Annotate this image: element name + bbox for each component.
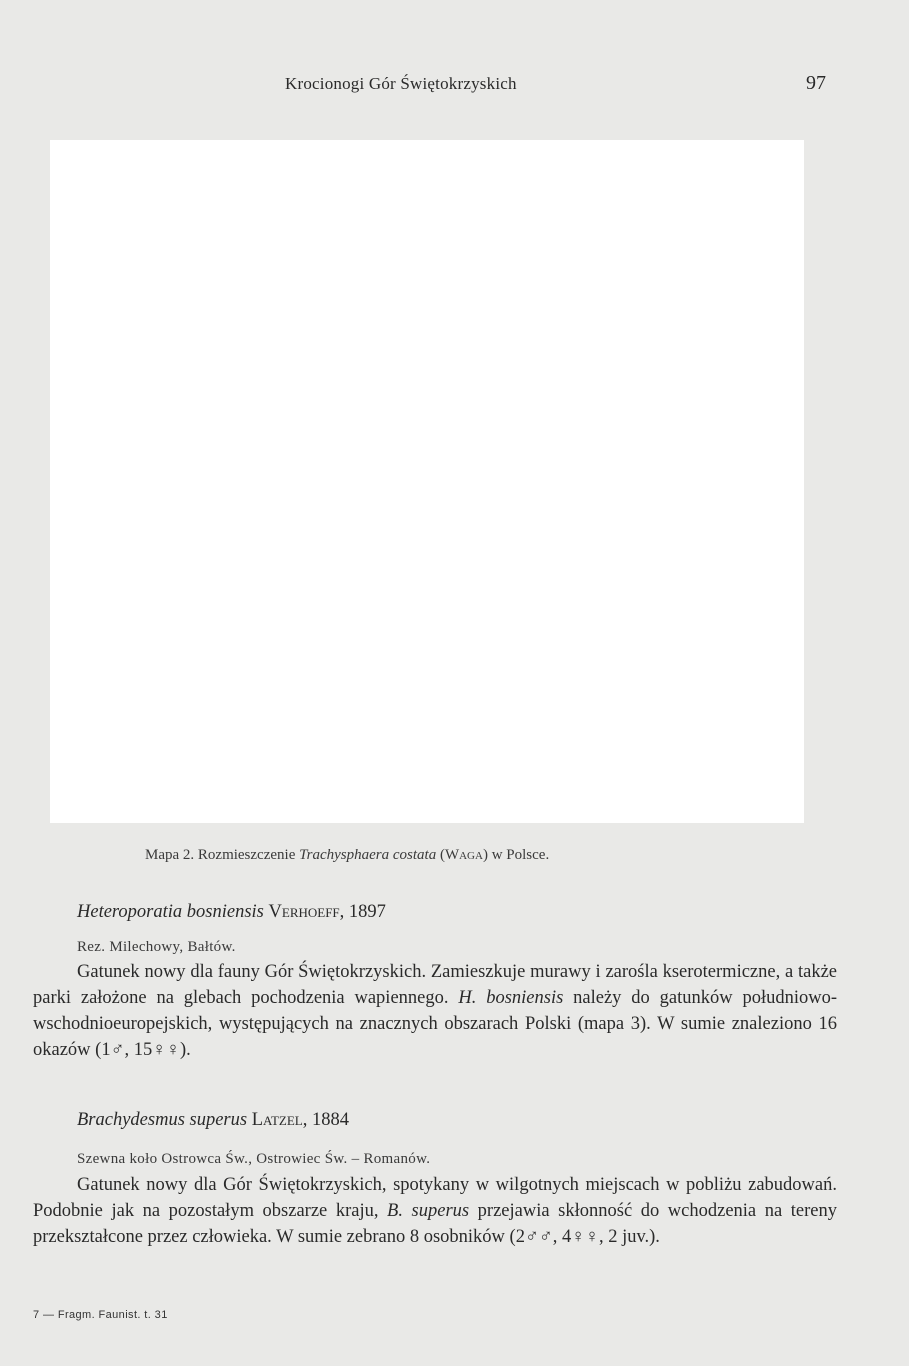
species-description	[33, 1172, 837, 1250]
caption-prefix: Mapa 2. Rozmieszczenie	[145, 847, 300, 863]
description-text: przejawia skłonność do wchodzenia na tereny przekształcone przez człowieka. W sumie zebrano 8 osobników (2♂♂, 4♀♀, 2 juv.).	[33, 1201, 837, 1247]
description-text: należy do gatunków południowo-wschodnioeuropejskich, występujących na znacznych obszarach Polski (mapa 3). W sumie znaleziono 16 okazów (1♂, 15♀♀).	[33, 988, 837, 1060]
description-text: Gatunek nowy dla fauny Gór Świętokrzyskich. Zamieszkuje murawy i zarośla kserotermiczne, a także parki założone na glebach pochodzenia wapiennego.	[33, 962, 837, 1008]
description-species-abbr: H. bosniensis	[458, 988, 564, 1008]
description-text: Gatunek nowy dla Gór Świętokrzyskich, spotykany w wilgotnych miejscach w pobliżu zabudowań. Podobnie jak na pozostałym obszarze kraju,	[33, 1175, 837, 1221]
species-description	[33, 959, 837, 1063]
locality-list: Szewna koło Ostrowca Św., Ostrowiec Św. – Romanów.	[77, 1151, 431, 1167]
species-year: , 1884	[302, 1110, 349, 1130]
species-author: Latzel	[251, 1110, 303, 1130]
map-figure	[50, 140, 804, 823]
species-year: , 1897	[339, 902, 386, 922]
caption-open: (	[436, 847, 445, 863]
caption-species: Trachysphaera costata	[299, 847, 437, 863]
running-title: Krocionogi Gór Świętokrzyskich	[285, 74, 517, 93]
footer-signature: 7 — Fragm. Faunist. t. 31	[33, 1309, 168, 1321]
species-heading	[77, 1110, 349, 1131]
species-name: Heteroporatia bosniensis	[77, 902, 264, 922]
description-species-abbr: B. superus	[387, 1201, 470, 1221]
figure-caption	[145, 847, 549, 864]
caption-suffix: ) w Polsce.	[482, 847, 550, 863]
page-number: 97	[806, 72, 826, 94]
caption-author: Waga	[444, 847, 483, 863]
species-heading	[77, 902, 386, 923]
species-name: Brachydesmus superus	[77, 1110, 248, 1130]
species-author: Verhoeff	[268, 902, 340, 922]
locality-list: Rez. Milechowy, Bałtów.	[77, 939, 236, 955]
